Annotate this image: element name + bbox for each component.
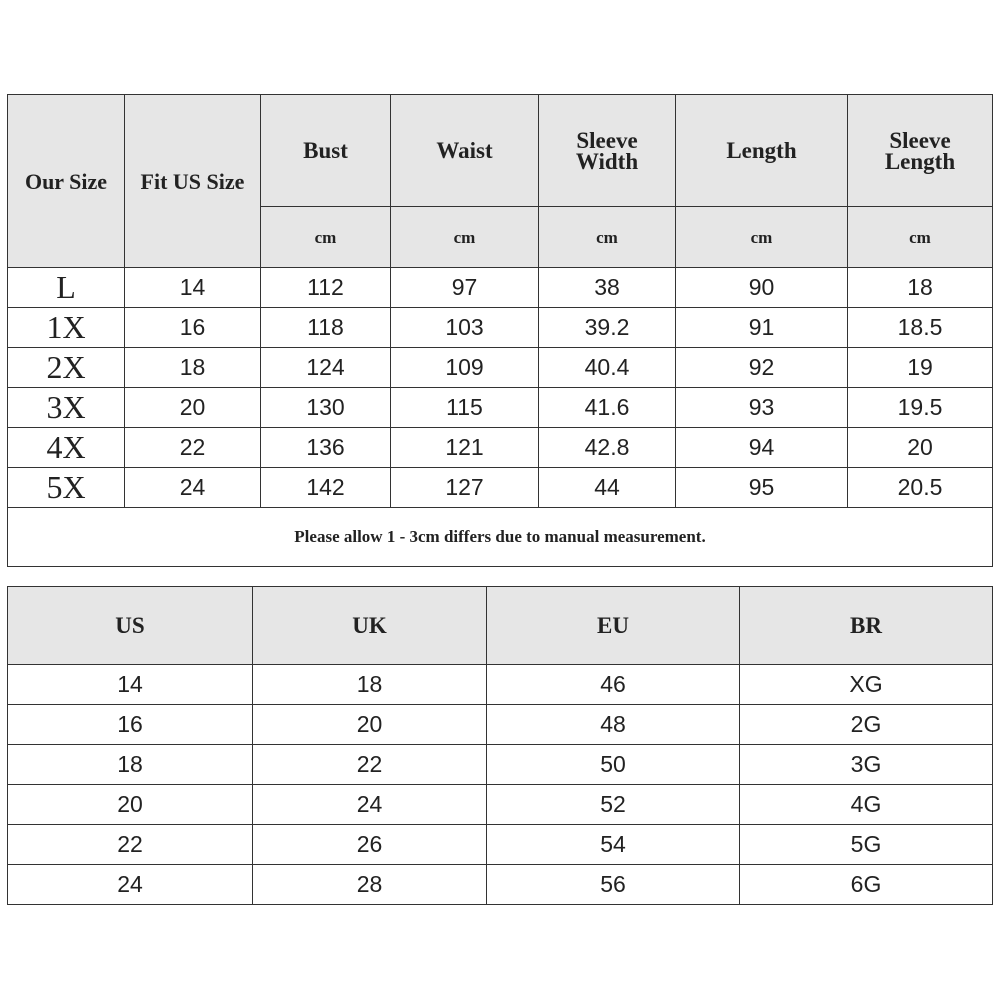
cell-us: 20 <box>8 785 253 825</box>
cell-us: 14 <box>8 665 253 705</box>
cell-length: 95 <box>676 468 848 508</box>
cell-br: 2G <box>740 705 993 745</box>
measurement-note: Please allow 1 - 3cm differs due to manual measurement. <box>8 508 993 567</box>
unit-bust: cm <box>261 207 391 268</box>
cell-waist: 127 <box>391 468 539 508</box>
header-fit-us-size: Fit US Size <box>125 95 261 268</box>
conversion-header-row <box>8 587 993 665</box>
cell-uk: 20 <box>253 705 487 745</box>
cell-fit-us-size: 24 <box>125 468 261 508</box>
cell-our-size: 4X <box>8 428 125 468</box>
cell-waist: 97 <box>391 268 539 308</box>
cell-br: 5G <box>740 825 993 865</box>
cell-our-size: L <box>8 268 125 308</box>
cell-uk: 18 <box>253 665 487 705</box>
header-us: US <box>8 587 253 665</box>
cell-bust: 130 <box>261 388 391 428</box>
size-conversion-table <box>7 586 993 905</box>
cell-length: 92 <box>676 348 848 388</box>
cell-eu: 56 <box>487 865 740 905</box>
cell-fit-us-size: 18 <box>125 348 261 388</box>
header-eu: EU <box>487 587 740 665</box>
header-sleeve-width <box>539 95 676 207</box>
cell-br: XG <box>740 665 993 705</box>
header-our-size: Our Size <box>8 95 125 268</box>
cell-bust: 112 <box>261 268 391 308</box>
cell-fit-us-size: 22 <box>125 428 261 468</box>
cell-uk: 22 <box>253 745 487 785</box>
unit-length: cm <box>676 207 848 268</box>
table-row <box>8 348 993 388</box>
table-row <box>8 745 993 785</box>
table-row <box>8 665 993 705</box>
header-length: Length <box>676 95 848 207</box>
cell-waist: 115 <box>391 388 539 428</box>
cell-sleeve-width: 44 <box>539 468 676 508</box>
table-row <box>8 705 993 745</box>
cell-bust: 124 <box>261 348 391 388</box>
cell-sleeve-length: 20 <box>848 428 993 468</box>
cell-uk: 28 <box>253 865 487 905</box>
cell-sleeve-length: 20.5 <box>848 468 993 508</box>
table-row <box>8 825 993 865</box>
table-row <box>8 468 993 508</box>
cell-eu: 50 <box>487 745 740 785</box>
table-row <box>8 865 993 905</box>
table-row <box>8 268 993 308</box>
cell-bust: 118 <box>261 308 391 348</box>
header-sleeve-length <box>848 95 993 207</box>
cell-length: 94 <box>676 428 848 468</box>
cell-eu: 46 <box>487 665 740 705</box>
cell-br: 6G <box>740 865 993 905</box>
cell-our-size: 1X <box>8 308 125 348</box>
cell-eu: 54 <box>487 825 740 865</box>
cell-length: 91 <box>676 308 848 348</box>
unit-waist: cm <box>391 207 539 268</box>
cell-waist: 109 <box>391 348 539 388</box>
table-row <box>8 785 993 825</box>
cell-sleeve-width: 38 <box>539 268 676 308</box>
header-sleeve-length-line1: Sleeve <box>889 127 951 153</box>
cell-waist: 121 <box>391 428 539 468</box>
cell-fit-us-size: 16 <box>125 308 261 348</box>
table-row <box>8 308 993 348</box>
size-chart-note-row <box>8 508 993 567</box>
cell-sleeve-width: 41.6 <box>539 388 676 428</box>
cell-length: 90 <box>676 268 848 308</box>
cell-uk: 26 <box>253 825 487 865</box>
cell-br: 3G <box>740 745 993 785</box>
header-sleeve-length-line2: Length <box>884 148 956 174</box>
header-bust: Bust <box>261 95 391 207</box>
cell-eu: 52 <box>487 785 740 825</box>
table-row <box>8 428 993 468</box>
unit-sleeve-length: cm <box>848 207 993 268</box>
header-waist: Waist <box>391 95 539 207</box>
size-chart-header-row <box>8 95 993 207</box>
cell-bust: 136 <box>261 428 391 468</box>
cell-fit-us-size: 20 <box>125 388 261 428</box>
header-sleeve-width-line1: Sleeve <box>576 127 638 153</box>
cell-waist: 103 <box>391 308 539 348</box>
cell-us: 16 <box>8 705 253 745</box>
cell-sleeve-length: 19 <box>848 348 993 388</box>
cell-bust: 142 <box>261 468 391 508</box>
cell-our-size: 2X <box>8 348 125 388</box>
cell-us: 18 <box>8 745 253 785</box>
cell-our-size: 5X <box>8 468 125 508</box>
cell-sleeve-width: 39.2 <box>539 308 676 348</box>
cell-uk: 24 <box>253 785 487 825</box>
header-uk: UK <box>253 587 487 665</box>
cell-br: 4G <box>740 785 993 825</box>
cell-us: 24 <box>8 865 253 905</box>
cell-sleeve-length: 18.5 <box>848 308 993 348</box>
cell-sleeve-length: 19.5 <box>848 388 993 428</box>
cell-us: 22 <box>8 825 253 865</box>
cell-our-size: 3X <box>8 388 125 428</box>
cell-sleeve-width: 40.4 <box>539 348 676 388</box>
unit-sleeve-width: cm <box>539 207 676 268</box>
cell-eu: 48 <box>487 705 740 745</box>
table-row <box>8 388 993 428</box>
size-chart-table <box>7 94 993 567</box>
header-sleeve-width-line2: Width <box>575 148 639 174</box>
cell-fit-us-size: 14 <box>125 268 261 308</box>
cell-length: 93 <box>676 388 848 428</box>
cell-sleeve-width: 42.8 <box>539 428 676 468</box>
cell-sleeve-length: 18 <box>848 268 993 308</box>
header-br: BR <box>740 587 993 665</box>
